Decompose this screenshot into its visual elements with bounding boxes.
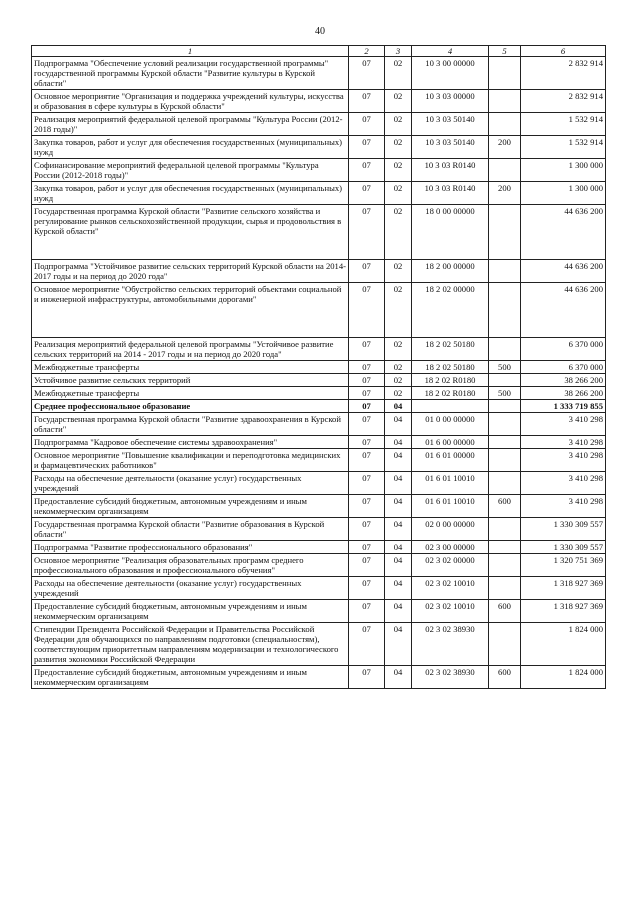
row-amount-cell: 6 370 000 [521, 338, 606, 361]
row-expense-type-cell [489, 283, 521, 338]
row-expense-type-cell [489, 436, 521, 449]
row-amount-cell: 44 636 200 [521, 205, 606, 260]
row-target-article-cell: 01 0 00 00000 [412, 413, 489, 436]
table-row [32, 400, 606, 413]
row-name-cell: Подпрограмма "Развитие профессионального образования" [32, 541, 349, 554]
row-target-article-cell: 18 2 02 50180 [412, 361, 489, 374]
row-amount-cell: 2 832 914 [521, 57, 606, 90]
row-section-cell: 07 [349, 623, 385, 666]
row-name-cell: Закупка товаров, работ и услуг для обеспечения государственных (муниципальных) нужд [32, 136, 349, 159]
row-amount-cell: 38 266 200 [521, 374, 606, 387]
row-amount-cell: 6 370 000 [521, 361, 606, 374]
table-row [32, 449, 606, 472]
row-amount-cell: 1 320 751 369 [521, 554, 606, 577]
row-subsection-cell: 02 [385, 338, 412, 361]
table-row [32, 518, 606, 541]
row-name-cell: Стипендии Президента Российской Федерации и Правительства Российской Федерации для обучающихся по направлениям подготовки (специальностям), соответствующим приоритетным направлениям модернизации и технологического развития экономики Российской Федерации [32, 623, 349, 666]
row-section-cell: 07 [349, 57, 385, 90]
row-subsection-cell: 02 [385, 159, 412, 182]
col-header-expense-type: 5 [489, 46, 521, 57]
table-row [32, 361, 606, 374]
row-expense-type-cell: 600 [489, 666, 521, 689]
row-target-article-cell: 18 2 02 00000 [412, 283, 489, 338]
row-section-cell: 07 [349, 436, 385, 449]
row-amount-cell: 3 410 298 [521, 472, 606, 495]
row-amount-cell: 3 410 298 [521, 413, 606, 436]
table-row [32, 554, 606, 577]
table-row [32, 136, 606, 159]
row-expense-type-cell [489, 159, 521, 182]
row-name-cell: Среднее профессиональное образование [32, 400, 349, 413]
row-section-cell: 07 [349, 600, 385, 623]
row-subsection-cell: 04 [385, 554, 412, 577]
table-header-row [32, 46, 606, 57]
row-section-cell: 07 [349, 136, 385, 159]
row-target-article-cell: 01 6 00 00000 [412, 436, 489, 449]
table-row [32, 90, 606, 113]
row-section-cell: 07 [349, 90, 385, 113]
col-header-amount: 6 [521, 46, 606, 57]
row-expense-type-cell [489, 541, 521, 554]
row-subsection-cell: 02 [385, 113, 412, 136]
col-header-name: 1 [32, 46, 349, 57]
row-section-cell: 07 [349, 361, 385, 374]
row-section-cell: 07 [349, 518, 385, 541]
row-amount-cell: 1 318 927 369 [521, 600, 606, 623]
row-subsection-cell: 04 [385, 577, 412, 600]
row-target-article-cell: 18 2 02 R0180 [412, 387, 489, 400]
row-amount-cell: 3 410 298 [521, 436, 606, 449]
row-subsection-cell: 04 [385, 436, 412, 449]
row-subsection-cell: 04 [385, 413, 412, 436]
table-row [32, 666, 606, 689]
table-row [32, 374, 606, 387]
row-amount-cell: 44 636 200 [521, 260, 606, 283]
row-subsection-cell: 02 [385, 182, 412, 205]
row-amount-cell: 1 300 000 [521, 182, 606, 205]
row-target-article-cell: 18 2 02 R0180 [412, 374, 489, 387]
row-target-article-cell: 02 3 02 10010 [412, 600, 489, 623]
row-amount-cell: 2 832 914 [521, 90, 606, 113]
row-target-article-cell: 02 3 02 00000 [412, 554, 489, 577]
row-expense-type-cell [489, 400, 521, 413]
row-amount-cell: 1 532 914 [521, 136, 606, 159]
row-name-cell: Основное мероприятие "Повышение квалификации и переподготовка медицинских и фармацевтических работников" [32, 449, 349, 472]
row-section-cell: 07 [349, 338, 385, 361]
row-expense-type-cell [489, 260, 521, 283]
table-row [32, 623, 606, 666]
row-section-cell: 07 [349, 577, 385, 600]
row-subsection-cell: 04 [385, 600, 412, 623]
row-target-article-cell: 02 3 00 00000 [412, 541, 489, 554]
row-target-article-cell: 18 2 00 00000 [412, 260, 489, 283]
row-subsection-cell: 04 [385, 449, 412, 472]
budget-table [31, 45, 606, 689]
row-target-article-cell: 10 3 03 50140 [412, 136, 489, 159]
row-section-cell: 07 [349, 182, 385, 205]
row-target-article-cell: 02 3 02 38930 [412, 666, 489, 689]
table-row [32, 472, 606, 495]
row-target-article-cell: 18 0 00 00000 [412, 205, 489, 260]
row-target-article-cell: 01 6 01 10010 [412, 472, 489, 495]
row-target-article-cell: 10 3 03 00000 [412, 90, 489, 113]
row-expense-type-cell [489, 472, 521, 495]
row-section-cell: 07 [349, 159, 385, 182]
row-subsection-cell: 04 [385, 518, 412, 541]
row-name-cell: Устойчивое развитие сельских территорий [32, 374, 349, 387]
row-subsection-cell: 04 [385, 400, 412, 413]
row-name-cell: Предоставление субсидий бюджетным, автономным учреждениям и иным некоммерческим организациям [32, 600, 349, 623]
row-target-article-cell: 02 3 02 10010 [412, 577, 489, 600]
row-target-article-cell: 02 3 02 38930 [412, 623, 489, 666]
row-subsection-cell: 02 [385, 361, 412, 374]
row-expense-type-cell [489, 374, 521, 387]
row-name-cell: Подпрограмма "Обеспечение условий реализации государственной программы" государственной программы Курской области "Развитие культуры в Курской области" [32, 57, 349, 90]
row-target-article-cell: 18 2 02 50180 [412, 338, 489, 361]
table-row [32, 495, 606, 518]
row-name-cell: Подпрограмма "Кадровое обеспечение системы здравоохранения" [32, 436, 349, 449]
row-name-cell: Государственная программа Курской области "Развитие образования в Курской области" [32, 518, 349, 541]
row-expense-type-cell [489, 577, 521, 600]
row-name-cell: Расходы на обеспечение деятельности (оказание услуг) государственных учреждений [32, 577, 349, 600]
page-number: 40 [315, 26, 325, 37]
row-expense-type-cell [489, 449, 521, 472]
row-subsection-cell: 02 [385, 283, 412, 338]
row-section-cell: 07 [349, 554, 385, 577]
row-section-cell: 07 [349, 495, 385, 518]
row-section-cell: 07 [349, 260, 385, 283]
row-subsection-cell: 04 [385, 495, 412, 518]
row-section-cell: 07 [349, 472, 385, 495]
row-name-cell: Подпрограмма "Устойчивое развитие сельских территорий Курской области на 2014-2017 годы и на период до 2020 года" [32, 260, 349, 283]
row-subsection-cell: 02 [385, 136, 412, 159]
row-subsection-cell: 02 [385, 90, 412, 113]
table-row [32, 113, 606, 136]
row-expense-type-cell [489, 623, 521, 666]
row-section-cell: 07 [349, 205, 385, 260]
row-amount-cell: 38 266 200 [521, 387, 606, 400]
row-amount-cell: 1 318 927 369 [521, 577, 606, 600]
row-subsection-cell: 02 [385, 260, 412, 283]
row-expense-type-cell: 500 [489, 387, 521, 400]
row-expense-type-cell: 600 [489, 495, 521, 518]
row-name-cell: Государственная программа Курской области "Развитие здравоохранения в Курской области" [32, 413, 349, 436]
table-row [32, 577, 606, 600]
row-expense-type-cell [489, 57, 521, 90]
row-expense-type-cell [489, 90, 521, 113]
col-header-section: 2 [349, 46, 385, 57]
table-row [32, 413, 606, 436]
row-target-article-cell: 02 0 00 00000 [412, 518, 489, 541]
table-row [32, 387, 606, 400]
row-subsection-cell: 04 [385, 666, 412, 689]
table-row [32, 283, 606, 338]
row-amount-cell: 1 532 914 [521, 113, 606, 136]
row-expense-type-cell [489, 413, 521, 436]
row-section-cell: 07 [349, 666, 385, 689]
table-row [32, 57, 606, 90]
row-expense-type-cell [489, 113, 521, 136]
row-expense-type-cell: 600 [489, 600, 521, 623]
row-target-article-cell: 10 3 03 R0140 [412, 159, 489, 182]
row-target-article-cell: 10 3 00 00000 [412, 57, 489, 90]
table-row [32, 205, 606, 260]
row-subsection-cell: 02 [385, 387, 412, 400]
row-subsection-cell: 04 [385, 541, 412, 554]
table-row [32, 182, 606, 205]
row-name-cell: Межбюджетные трансферты [32, 361, 349, 374]
row-amount-cell: 1 300 000 [521, 159, 606, 182]
row-name-cell: Межбюджетные трансферты [32, 387, 349, 400]
row-section-cell: 07 [349, 413, 385, 436]
table-row [32, 541, 606, 554]
row-expense-type-cell [489, 205, 521, 260]
row-amount-cell: 3 410 298 [521, 495, 606, 518]
row-name-cell: Реализация мероприятий федеральной целевой программы "Культура России (2012-2018 годы)" [32, 113, 349, 136]
row-section-cell: 07 [349, 113, 385, 136]
row-expense-type-cell [489, 518, 521, 541]
row-section-cell: 07 [349, 400, 385, 413]
row-section-cell: 07 [349, 449, 385, 472]
table-row [32, 260, 606, 283]
row-name-cell: Предоставление субсидий бюджетным, автономным учреждениям и иным некоммерческим организациям [32, 666, 349, 689]
row-name-cell: Закупка товаров, работ и услуг для обеспечения государственных (муниципальных) нужд [32, 182, 349, 205]
row-target-article-cell: 01 6 01 10010 [412, 495, 489, 518]
row-name-cell: Государственная программа Курской области "Развитие сельского хозяйства и регулирование рынков сельскохозяйственной продукции, сырья и продовольствия в Курской области" [32, 205, 349, 260]
row-section-cell: 07 [349, 374, 385, 387]
table-row [32, 436, 606, 449]
col-header-subsection: 3 [385, 46, 412, 57]
row-amount-cell: 1 333 719 855 [521, 400, 606, 413]
row-amount-cell: 44 636 200 [521, 283, 606, 338]
row-expense-type-cell [489, 338, 521, 361]
table-row [32, 338, 606, 361]
row-name-cell: Основное мероприятие "Организация и поддержка учреждений культуры, искусства и образования в сфере культуры в Курской области" [32, 90, 349, 113]
row-amount-cell: 3 410 298 [521, 449, 606, 472]
row-name-cell: Предоставление субсидий бюджетным, автономным учреждениям и иным некоммерческим организациям [32, 495, 349, 518]
row-amount-cell: 1 330 309 557 [521, 541, 606, 554]
row-expense-type-cell [489, 554, 521, 577]
row-amount-cell: 1 824 000 [521, 623, 606, 666]
row-subsection-cell: 02 [385, 205, 412, 260]
row-name-cell: Основное мероприятие "Реализация образовательных программ среднего профессионального образования и профессионального обучения" [32, 554, 349, 577]
row-expense-type-cell: 500 [489, 361, 521, 374]
row-amount-cell: 1 330 309 557 [521, 518, 606, 541]
row-expense-type-cell: 200 [489, 136, 521, 159]
row-target-article-cell: 10 3 03 R0140 [412, 182, 489, 205]
col-header-target-article: 4 [412, 46, 489, 57]
row-subsection-cell: 02 [385, 57, 412, 90]
row-section-cell: 07 [349, 387, 385, 400]
row-section-cell: 07 [349, 541, 385, 554]
row-name-cell: Реализация мероприятий федеральной целевой программы "Устойчивое развитие сельских территорий на 2014 - 2017 годы и на период до 2020 года" [32, 338, 349, 361]
row-target-article-cell: 01 6 01 00000 [412, 449, 489, 472]
row-section-cell: 07 [349, 283, 385, 338]
row-name-cell: Основное мероприятие "Обустройство сельских территорий объектами социальной и инженерной инфраструктуры, автомобильными дорогами" [32, 283, 349, 338]
row-name-cell: Расходы на обеспечение деятельности (оказание услуг) государственных учреждений [32, 472, 349, 495]
row-amount-cell: 1 824 000 [521, 666, 606, 689]
row-target-article-cell: 10 3 03 50140 [412, 113, 489, 136]
row-name-cell: Софинансирование мероприятий федеральной целевой программы "Культура России (2012-2018 годы)" [32, 159, 349, 182]
row-target-article-cell [412, 400, 489, 413]
table-row [32, 159, 606, 182]
row-subsection-cell: 04 [385, 472, 412, 495]
row-subsection-cell: 04 [385, 623, 412, 666]
row-expense-type-cell: 200 [489, 182, 521, 205]
table-row [32, 600, 606, 623]
row-subsection-cell: 02 [385, 374, 412, 387]
